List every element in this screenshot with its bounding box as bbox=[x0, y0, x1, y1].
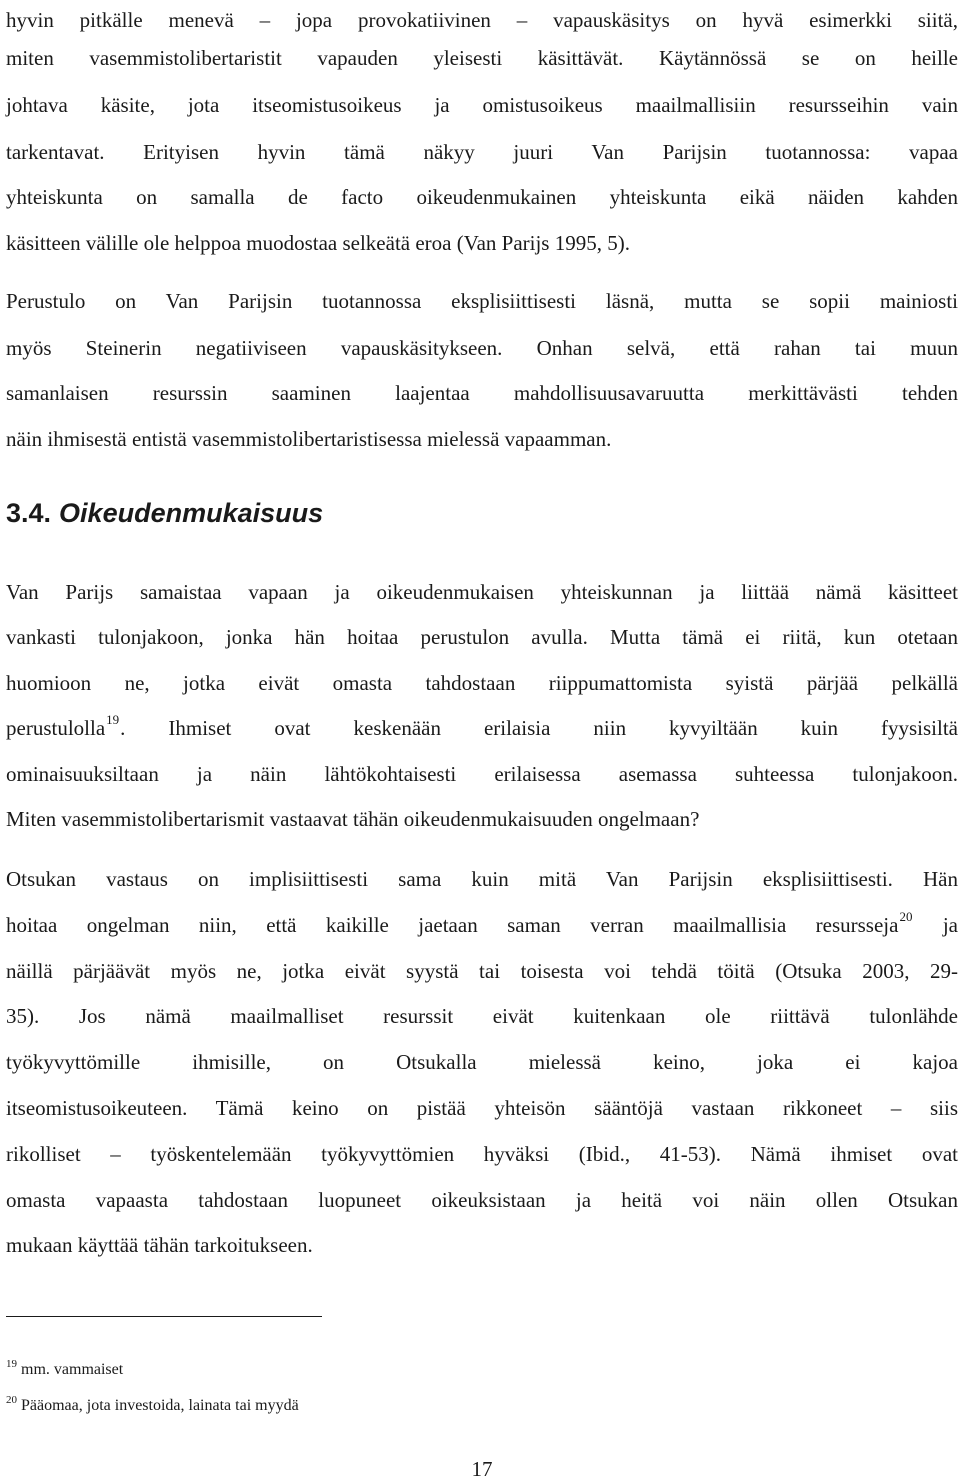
footnote-ref-20[interactable]: 20 bbox=[899, 909, 913, 924]
text-line: mukaan käyttää tähän tarkoitukseen. bbox=[6, 1233, 313, 1257]
text-line: Van Parijs samaistaa vapaan ja oikeudenmukaisen yhteiskunnan ja liittää nämä käsitteet bbox=[6, 580, 958, 604]
text-line: vankasti tulonjakoon, jonka hän hoitaa perustulon avulla. Mutta tämä ei riitä, kun otetaan bbox=[6, 625, 958, 649]
footnote-ref-19[interactable]: 19 bbox=[106, 712, 120, 727]
text-line: tarkentavat. Erityisen hyvin tämä näkyy juuri Van Parijsin tuotannossa: vapaa bbox=[6, 140, 958, 164]
text-line: näin ihmisestä entistä vasemmistolibertaristisessa mielessä vapaamman. bbox=[6, 427, 612, 451]
text-line: Miten vasemmistolibertarismit vastaavat tähän oikeudenmukaisuuden ongelmaan? bbox=[6, 807, 700, 831]
text-line bbox=[6, 908, 958, 942]
section-number: 3.4. bbox=[6, 498, 52, 528]
text-line: huomioon ne, jotka eivät omasta tahdostaan riippumattomista syistä pärjää pelkällä bbox=[6, 671, 958, 695]
footnote-text: mm. vammaiset bbox=[21, 1361, 124, 1378]
text-segment: hoitaa ongelman niin, että kaikille jaetaan saman verran maailmallisia resursseja bbox=[6, 913, 899, 937]
text-line: itseomistusoikeuteen. Tämä keino on pistää yhteisön sääntöjä vastaan rikkoneet – siis bbox=[6, 1096, 958, 1120]
text-line: Otsukan vastaus on implisiittisesti sama kuin mitä Van Parijsin eksplisiittisesti. Hän bbox=[6, 867, 958, 891]
section-title: Oikeudenmukaisuus bbox=[59, 498, 324, 528]
text-line: yhteiskunta on samalla de facto oikeudenmukainen yhteiskunta eikä näiden kahden bbox=[6, 185, 958, 209]
text-line bbox=[6, 711, 958, 745]
text-line: samanlaisen resurssin saaminen laajentaa mahdollisuusavaruutta merkittävästi tehden bbox=[6, 381, 958, 405]
footnote-19 bbox=[6, 1358, 123, 1382]
footnote-separator bbox=[6, 1316, 322, 1317]
page-number: 17 bbox=[471, 1457, 493, 1481]
text-line: myös Steinerin negatiiviseen vapauskäsitykseen. Onhan selvä, että rahan tai muun bbox=[6, 336, 958, 360]
text-segment: perustulolla bbox=[6, 716, 106, 740]
text-line: omasta vapaasta tahdostaan luopuneet oikeuksistaan ja heitä voi näin ollen Otsukan bbox=[6, 1188, 958, 1212]
text-line: ominaisuuksiltaan ja näin lähtökohtaisesti erilaisessa asemassa suhteessa tulonjakoon. bbox=[6, 762, 958, 786]
text-line: näillä pärjäävät myös ne, jotka eivät syystä tai toisesta voi tehdä töitä (Otsuka 2003, 29- bbox=[6, 959, 958, 983]
text-line: hyvin pitkälle menevä – jopa provokatiivinen – vapauskäsitys on hyvä esimerkki siitä, bbox=[6, 8, 958, 32]
text-line: miten vasemmistolibertaristit vapauden yleisesti käsittävät. Käytännössä se on heille bbox=[6, 46, 958, 70]
text-line: johtava käsite, jota itseomistusoikeus ja omistusoikeus maailmallisiin resursseihin vain bbox=[6, 93, 958, 117]
text-line: 35). Jos nämä maailmalliset resurssit eivät kuitenkaan ole riittävä tulonlähde bbox=[6, 1004, 958, 1028]
text-line: rikolliset – työskentelemään työkyvyttömien hyväksi (Ibid., 41-53). Nämä ihmiset ovat bbox=[6, 1142, 958, 1166]
text-segment: . Ihmiset ovat keskenään erilaisia niin kyvyiltään kuin fyysisiltä bbox=[120, 716, 958, 740]
footnote-text: Pääomaa, jota investoida, lainata tai myydä bbox=[21, 1397, 299, 1414]
text-segment: ja bbox=[913, 913, 958, 937]
text-line: käsitteen välille ole helppoa muodostaa selkeätä eroa (Van Parijs 1995, 5). bbox=[6, 231, 630, 255]
text-line: työkyvyttömille ihmisille, on Otsukalla mielessä keino, joka ei kajoa bbox=[6, 1050, 958, 1074]
footnote-number: 19 bbox=[6, 1358, 17, 1370]
text-line: Perustulo on Van Parijsin tuotannossa eksplisiittisesti läsnä, mutta se sopii mainiosti bbox=[6, 289, 958, 313]
section-heading bbox=[6, 493, 323, 533]
footnote-20 bbox=[6, 1394, 299, 1418]
footnote-number: 20 bbox=[6, 1394, 17, 1406]
